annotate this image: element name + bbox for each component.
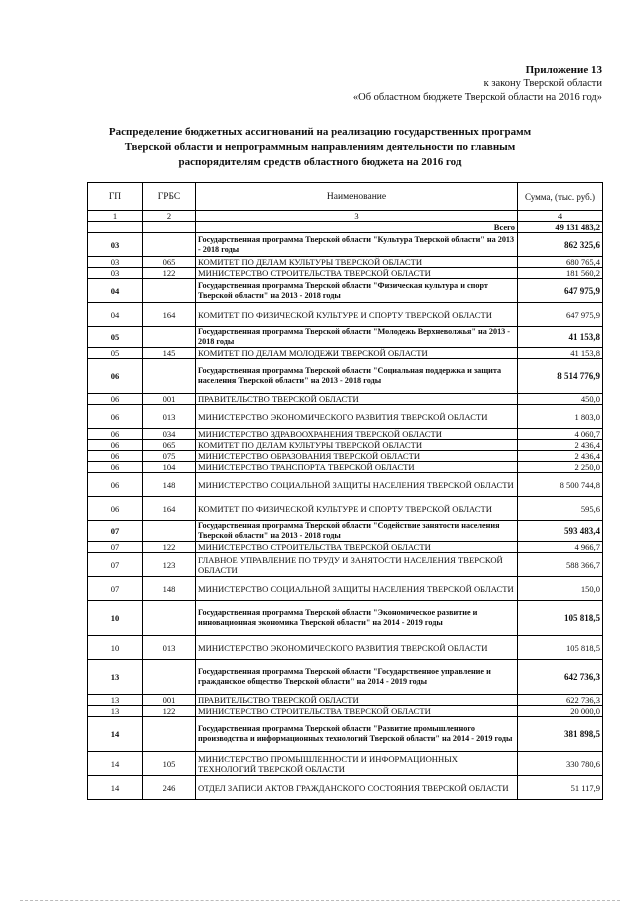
program-row (88, 327, 603, 348)
table-row (88, 776, 603, 800)
col-header-gp: ГП (88, 183, 143, 211)
table-header-row (88, 183, 603, 211)
cell-sum: 4 966,7 (518, 542, 603, 553)
col-number: 1 (88, 211, 143, 222)
table-row (88, 429, 603, 440)
cell-name: МИНИСТЕРСТВО СТРОИТЕЛЬСТВА ТВЕРСКОЙ ОБЛАСТИ (196, 268, 518, 279)
cell-grbs: 105 (143, 752, 196, 776)
cell-name: КОМИТЕТ ПО ДЕЛАМ КУЛЬТУРЫ ТВЕРСКОЙ ОБЛАСТИ (196, 257, 518, 268)
cell-sum: 181 560,2 (518, 268, 603, 279)
cell-name: Государственная программа Тверской области "Экономическое развитие и инновационная экономика Тверской области" на 2014 - 2019 годы (196, 601, 518, 636)
cell-name: МИНИСТЕРСТВО СТРОИТЕЛЬСТВА ТВЕРСКОЙ ОБЛАСТИ (196, 706, 518, 717)
cell-name: КОМИТЕТ ПО ДЕЛАМ МОЛОДЕЖИ ТВЕРСКОЙ ОБЛАСТИ (196, 348, 518, 359)
program-row (88, 279, 603, 303)
cell-gp: 06 (88, 359, 143, 394)
table-row (88, 451, 603, 462)
cell-sum: 595,6 (518, 497, 603, 521)
cell-name: Государственная программа Тверской области "Физическая культура и спорт Тверской области" на 2013 - 2018 годы (196, 279, 518, 303)
cell-name: МИНИСТЕРСТВО ТРАНСПОРТА ТВЕРСКОЙ ОБЛАСТИ (196, 462, 518, 473)
cell-sum: 41 153,8 (518, 327, 603, 348)
table-row (88, 462, 603, 473)
cell-grbs: 034 (143, 429, 196, 440)
cell-sum: 647 975,9 (518, 303, 603, 327)
cell-grbs (143, 660, 196, 695)
cell-gp: 07 (88, 577, 143, 601)
table-row (88, 348, 603, 359)
cell-grbs: 164 (143, 303, 196, 327)
cell-gp: 14 (88, 717, 143, 752)
program-row (88, 233, 603, 257)
cell-name: ПРАВИТЕЛЬСТВО ТВЕРСКОЙ ОБЛАСТИ (196, 695, 518, 706)
cell-sum: 4 060,7 (518, 429, 603, 440)
cell-gp: 06 (88, 405, 143, 429)
col-header-sum: Сумма, (тыс. руб.) (518, 183, 603, 211)
table-row (88, 405, 603, 429)
cell-gp: 03 (88, 257, 143, 268)
col-header-name: Наименование (196, 183, 518, 211)
cell-sum: 862 325,6 (518, 233, 603, 257)
cell-grbs: 104 (143, 462, 196, 473)
cell-name: Государственная программа Тверской области "Государственное управление и гражданское общество Тверской области" на 2014 - 2019 годы (196, 660, 518, 695)
cell-gp: 03 (88, 268, 143, 279)
cell-sum: 647 975,9 (518, 279, 603, 303)
cell-sum: 8 500 744,8 (518, 473, 603, 497)
table-row (88, 636, 603, 660)
table-number-row (88, 211, 603, 222)
cell-name: Государственная программа Тверской области "Молодежь Верхневолжья" на 2013 - 2018 годы (196, 327, 518, 348)
col-number: 4 (518, 211, 603, 222)
col-header-grbs: ГРБС (143, 183, 196, 211)
cell-gp: 10 (88, 601, 143, 636)
cell-grbs (143, 233, 196, 257)
cell-gp: 10 (88, 636, 143, 660)
cell-grbs: 145 (143, 348, 196, 359)
cell-sum: 150,0 (518, 577, 603, 601)
cell-grbs (143, 279, 196, 303)
cell-gp: 04 (88, 303, 143, 327)
total-row (88, 222, 603, 233)
cell-sum: 450,0 (518, 394, 603, 405)
program-row (88, 717, 603, 752)
cell-grbs: 065 (143, 257, 196, 268)
cell-grbs: 148 (143, 577, 196, 601)
cell-name: МИНИСТЕРСТВО СОЦИАЛЬНОЙ ЗАЩИТЫ НАСЕЛЕНИЯ ТВЕРСКОЙ ОБЛАСТИ (196, 577, 518, 601)
cell-gp: 06 (88, 394, 143, 405)
table-row (88, 473, 603, 497)
table-body (88, 233, 603, 800)
cell-sum: 105 818,5 (518, 636, 603, 660)
cell-grbs: 122 (143, 542, 196, 553)
cell-name: Государственная программа Тверской области "Содействие занятости населения Тверской области" на 2013 - 2018 годы (196, 521, 518, 542)
table-row (88, 257, 603, 268)
cell-gp: 06 (88, 497, 143, 521)
program-row (88, 359, 603, 394)
table-row (88, 268, 603, 279)
cell-name: ОТДЕЛ ЗАПИСИ АКТОВ ГРАЖДАНСКОГО СОСТОЯНИЯ ТВЕРСКОЙ ОБЛАСТИ (196, 776, 518, 800)
cell-sum: 41 153,8 (518, 348, 603, 359)
cell-grbs: 246 (143, 776, 196, 800)
cell-name: ГЛАВНОЕ УПРАВЛЕНИЕ ПО ТРУДУ И ЗАНЯТОСТИ НАСЕЛЕНИЯ ТВЕРСКОЙ ОБЛАСТИ (196, 553, 518, 577)
cell-sum: 2 436,4 (518, 440, 603, 451)
cell-grbs: 075 (143, 451, 196, 462)
table-row (88, 553, 603, 577)
cell-sum: 642 736,3 (518, 660, 603, 695)
cell-gp: 06 (88, 440, 143, 451)
cell-name: Государственная программа Тверской области "Социальная поддержка и защита населения Тверской области" на 2013 - 2018 годы (196, 359, 518, 394)
cell-sum: 680 765,4 (518, 257, 603, 268)
program-row (88, 601, 603, 636)
cell-name: Государственная программа Тверской области "Культура Тверской области" на 2013 - 2018 годы (196, 233, 518, 257)
cell-gp: 14 (88, 752, 143, 776)
program-row (88, 521, 603, 542)
cell-gp: 13 (88, 660, 143, 695)
cell-name: ПРАВИТЕЛЬСТВО ТВЕРСКОЙ ОБЛАСТИ (196, 394, 518, 405)
cell-name: МИНИСТЕРСТВО ЭКОНОМИЧЕСКОГО РАЗВИТИЯ ТВЕРСКОЙ ОБЛАСТИ (196, 636, 518, 660)
cell-sum: 588 366,7 (518, 553, 603, 577)
cell-name: МИНИСТЕРСТВО ЭКОНОМИЧЕСКОГО РАЗВИТИЯ ТВЕРСКОЙ ОБЛАСТИ (196, 405, 518, 429)
cell-sum: 622 736,3 (518, 695, 603, 706)
col-number: 3 (196, 211, 518, 222)
cell-sum: 2 436,4 (518, 451, 603, 462)
table-row (88, 752, 603, 776)
cell-name: Государственная программа Тверской области "Развитие промышленного производства и информационных технологий Тверской области" на 2014 - 2019 годы (196, 717, 518, 752)
cell-gp: 07 (88, 542, 143, 553)
cell-gp: 06 (88, 462, 143, 473)
cell-name: МИНИСТЕРСТВО ПРОМЫШЛЕННОСТИ И ИНФОРМАЦИОННЫХ ТЕХНОЛОГИЙ ТВЕРСКОЙ ОБЛАСТИ (196, 752, 518, 776)
appendix-title: Приложение 13 (525, 64, 602, 76)
table-row (88, 695, 603, 706)
appendix-header (353, 63, 602, 105)
cell-name: МИНИСТЕРСТВО ЗДРАВООХРАНЕНИЯ ТВЕРСКОЙ ОБЛАСТИ (196, 429, 518, 440)
table-row (88, 497, 603, 521)
cell-grbs: 122 (143, 268, 196, 279)
table-row (88, 303, 603, 327)
cell-gp: 06 (88, 473, 143, 497)
cell-gp: 07 (88, 521, 143, 542)
cell-grbs (143, 717, 196, 752)
cell-name: МИНИСТЕРСТВО СТРОИТЕЛЬСТВА ТВЕРСКОЙ ОБЛАСТИ (196, 542, 518, 553)
cell-grbs: 013 (143, 405, 196, 429)
cell-grbs: 148 (143, 473, 196, 497)
cell-sum: 2 250,0 (518, 462, 603, 473)
cell-name: КОМИТЕТ ПО ДЕЛАМ КУЛЬТУРЫ ТВЕРСКОЙ ОБЛАСТИ (196, 440, 518, 451)
cell-sum: 593 483,4 (518, 521, 603, 542)
table-row (88, 577, 603, 601)
document-title: Распределение бюджетных ассигнований на реализацию государственных программ Тверской области и непрограммным направлениям деятельности по главным распорядителям средств областного бюджета на 2016 год (108, 126, 532, 168)
cell-sum: 330 780,6 (518, 752, 603, 776)
cell-grbs: 123 (143, 553, 196, 577)
program-row (88, 660, 603, 695)
cell-grbs: 164 (143, 497, 196, 521)
total-value: 49 131 483,2 (518, 222, 603, 233)
cell-grbs (143, 327, 196, 348)
cell-name: КОМИТЕТ ПО ФИЗИЧЕСКОЙ КУЛЬТУРЕ И СПОРТУ ТВЕРСКОЙ ОБЛАСТИ (196, 303, 518, 327)
budget-table (87, 182, 603, 800)
cell-sum: 105 818,5 (518, 601, 603, 636)
col-number: 2 (143, 211, 196, 222)
cell-sum: 1 803,0 (518, 405, 603, 429)
table-row (88, 440, 603, 451)
table-row (88, 542, 603, 553)
cell-grbs: 065 (143, 440, 196, 451)
cell-gp: 06 (88, 429, 143, 440)
cell-gp: 07 (88, 553, 143, 577)
cell-name: КОМИТЕТ ПО ФИЗИЧЕСКОЙ КУЛЬТУРЕ И СПОРТУ ТВЕРСКОЙ ОБЛАСТИ (196, 497, 518, 521)
cell-grbs (143, 601, 196, 636)
cell-gp: 14 (88, 776, 143, 800)
cell-grbs: 013 (143, 636, 196, 660)
cell-name: МИНИСТЕРСТВО ОБРАЗОВАНИЯ ТВЕРСКОЙ ОБЛАСТИ (196, 451, 518, 462)
cell-grbs (143, 521, 196, 542)
cell-sum: 381 898,5 (518, 717, 603, 752)
cell-gp: 04 (88, 279, 143, 303)
cell-grbs: 122 (143, 706, 196, 717)
cell-name: МИНИСТЕРСТВО СОЦИАЛЬНОЙ ЗАЩИТЫ НАСЕЛЕНИЯ ТВЕРСКОЙ ОБЛАСТИ (196, 473, 518, 497)
appendix-law-name: «Об областном бюджете Тверской области на 2016 год» (352, 92, 602, 103)
cell-gp: 13 (88, 695, 143, 706)
total-label: Всего (196, 222, 518, 233)
cell-gp: 05 (88, 348, 143, 359)
table-row (88, 706, 603, 717)
table-row (88, 394, 603, 405)
cell-gp: 13 (88, 706, 143, 717)
cell-gp: 05 (88, 327, 143, 348)
cell-grbs (143, 359, 196, 394)
cell-gp: 06 (88, 451, 143, 462)
cell-grbs: 001 (143, 695, 196, 706)
cell-sum: 8 514 776,9 (518, 359, 603, 394)
appendix-law-ref: к закону Тверской области (483, 78, 602, 89)
cell-sum: 20 000,0 (518, 706, 603, 717)
cell-sum: 51 117,9 (518, 776, 603, 800)
cell-grbs: 001 (143, 394, 196, 405)
cell-gp: 03 (88, 233, 143, 257)
page-bottom-edge (20, 900, 620, 901)
